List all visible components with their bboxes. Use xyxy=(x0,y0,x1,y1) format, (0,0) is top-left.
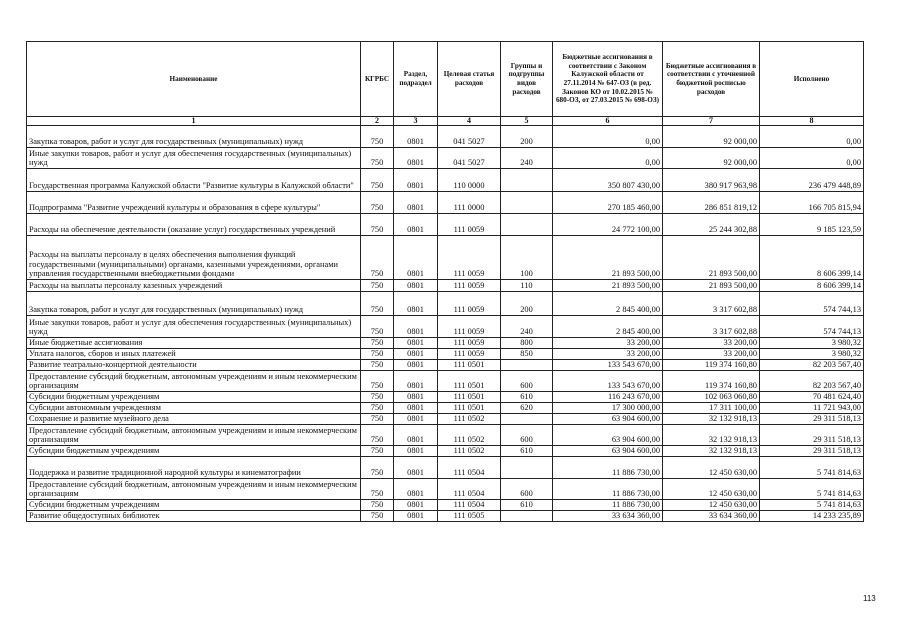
cell-name: Сохранение и развитие музейного дела xyxy=(27,414,361,425)
cell-executed: 29 311 518,13 xyxy=(760,425,864,446)
cell-kgrbs: 750 xyxy=(361,316,394,338)
budget-table xyxy=(26,41,864,522)
cell-refined: 33 200,00 xyxy=(663,338,760,349)
cell-target: 111 0059 xyxy=(438,338,501,349)
header-executed: Исполнено xyxy=(760,42,864,117)
cell-group: 610 xyxy=(501,392,553,403)
cell-executed: 0,00 xyxy=(760,148,864,169)
cell-executed: 8 606 399,14 xyxy=(760,236,864,280)
cell-name: Закупка товаров, работ и услуг для государственных (муниципальных) нужд xyxy=(27,126,361,148)
table-row xyxy=(27,292,864,316)
cell-name: Субсидии бюджетным учреждениям xyxy=(27,392,361,403)
cell-target: 111 0504 xyxy=(438,479,501,500)
cell-law: 63 904 600,00 xyxy=(553,446,663,457)
header-law: Бюджетные ассигнования в соответствии с Законом Калужской области от 27.11.2014 № 647-ОЗ (в ред. Законов КО от 10.02.2015 № 680-ОЗ, от 27.03.2015 № 698-ОЗ) xyxy=(553,42,663,117)
cell-kgrbs: 750 xyxy=(361,414,394,425)
cell-executed: 574 744,13 xyxy=(760,292,864,316)
cell-kgrbs: 750 xyxy=(361,338,394,349)
cell-law: 33 200,00 xyxy=(553,338,663,349)
cell-kgrbs: 750 xyxy=(361,403,394,414)
cell-target: 111 0059 xyxy=(438,316,501,338)
column-number: 2 xyxy=(361,117,394,126)
table-row xyxy=(27,479,864,500)
cell-name: Предоставление субсидий бюджетным, автономным учреждениям и иным некоммерческим организациям xyxy=(27,425,361,446)
cell-kgrbs: 750 xyxy=(361,511,394,522)
cell-kgrbs: 750 xyxy=(361,446,394,457)
column-number: 7 xyxy=(663,117,760,126)
cell-law: 33 634 360,00 xyxy=(553,511,663,522)
cell-kgrbs: 750 xyxy=(361,169,394,192)
table-row xyxy=(27,126,864,148)
cell-section: 0801 xyxy=(394,292,438,316)
cell-law: 0,00 xyxy=(553,126,663,148)
table-row xyxy=(27,338,864,349)
cell-kgrbs: 750 xyxy=(361,280,394,292)
cell-name: Субсидии бюджетным учреждениям xyxy=(27,446,361,457)
cell-section: 0801 xyxy=(394,425,438,446)
cell-name: Иные бюджетные ассигнования xyxy=(27,338,361,349)
cell-target: 111 0059 xyxy=(438,349,501,360)
cell-target: 111 0501 xyxy=(438,371,501,392)
cell-section: 0801 xyxy=(394,446,438,457)
cell-executed: 29 311 518,13 xyxy=(760,446,864,457)
cell-refined: 92 000,00 xyxy=(663,126,760,148)
table-row xyxy=(27,414,864,425)
cell-executed: 5 741 814,63 xyxy=(760,500,864,511)
cell-law: 350 807 430,00 xyxy=(553,169,663,192)
cell-group: 200 xyxy=(501,292,553,316)
cell-refined: 32 132 918,13 xyxy=(663,414,760,425)
cell-name: Государственная программа Калужской области "Развитие культуры в Калужской области" xyxy=(27,169,361,192)
cell-group: 850 xyxy=(501,349,553,360)
cell-group: 600 xyxy=(501,479,553,500)
cell-name: Предоставление субсидий бюджетным, автономным учреждениям и иным некоммерческим организациям xyxy=(27,479,361,500)
cell-executed: 0,00 xyxy=(760,126,864,148)
cell-law: 11 886 730,00 xyxy=(553,500,663,511)
table-row xyxy=(27,236,864,280)
column-number: 1 xyxy=(27,117,361,126)
page-number: 113 xyxy=(863,594,876,603)
cell-target: 111 0059 xyxy=(438,236,501,280)
cell-section: 0801 xyxy=(394,316,438,338)
header-refined: Бюджетные ассигнования в соответствии с уточненной бюджетной росписью расходов xyxy=(663,42,760,117)
cell-executed: 3 980,32 xyxy=(760,349,864,360)
cell-law: 2 845 400,00 xyxy=(553,316,663,338)
table-row xyxy=(27,316,864,338)
cell-group: 800 xyxy=(501,338,553,349)
cell-executed: 574 744,13 xyxy=(760,316,864,338)
cell-section: 0801 xyxy=(394,392,438,403)
cell-name: Расходы на выплаты персоналу в целях обеспечения выполнения функций государственными (муниципальными) органами, казенными учреждениями, органами управления государственными внебюджетными фондами xyxy=(27,236,361,280)
cell-kgrbs: 750 xyxy=(361,457,394,479)
table-row xyxy=(27,148,864,169)
cell-target: 041 5027 xyxy=(438,126,501,148)
column-number: 6 xyxy=(553,117,663,126)
cell-section: 0801 xyxy=(394,349,438,360)
cell-executed: 70 481 624,40 xyxy=(760,392,864,403)
cell-refined: 3 317 602,88 xyxy=(663,316,760,338)
table-row xyxy=(27,280,864,292)
table-row xyxy=(27,446,864,457)
cell-target: 111 0000 xyxy=(438,192,501,214)
cell-name: Поддержка и развитие традиционной народной культуры и кинематографии xyxy=(27,457,361,479)
cell-refined: 25 244 302,88 xyxy=(663,214,760,236)
cell-section: 0801 xyxy=(394,280,438,292)
column-number: 3 xyxy=(394,117,438,126)
cell-target: 111 0502 xyxy=(438,425,501,446)
cell-group: 620 xyxy=(501,403,553,414)
cell-section: 0801 xyxy=(394,457,438,479)
cell-kgrbs: 750 xyxy=(361,371,394,392)
cell-law: 63 904 600,00 xyxy=(553,425,663,446)
cell-target: 111 0059 xyxy=(438,280,501,292)
cell-name: Расходы на обеспечение деятельности (оказание услуг) государственных учреждений xyxy=(27,214,361,236)
cell-refined: 12 450 630,00 xyxy=(663,457,760,479)
cell-name: Расходы на выплаты персоналу казенных учреждений xyxy=(27,280,361,292)
cell-section: 0801 xyxy=(394,511,438,522)
cell-section: 0801 xyxy=(394,169,438,192)
cell-name: Развитие общедоступных библиотек xyxy=(27,511,361,522)
cell-target: 111 0504 xyxy=(438,500,501,511)
cell-law: 63 904 600,00 xyxy=(553,414,663,425)
table-row xyxy=(27,500,864,511)
cell-law: 11 886 730,00 xyxy=(553,479,663,500)
cell-refined: 32 132 918,13 xyxy=(663,425,760,446)
cell-section: 0801 xyxy=(394,192,438,214)
cell-executed: 5 741 814,63 xyxy=(760,479,864,500)
cell-executed: 14 233 235,89 xyxy=(760,511,864,522)
cell-kgrbs: 750 xyxy=(361,349,394,360)
cell-law: 270 185 460,00 xyxy=(553,192,663,214)
cell-group: 200 xyxy=(501,126,553,148)
cell-group xyxy=(501,360,553,371)
cell-refined: 119 374 160,80 xyxy=(663,371,760,392)
cell-kgrbs: 750 xyxy=(361,500,394,511)
cell-target: 111 0501 xyxy=(438,360,501,371)
cell-group xyxy=(501,214,553,236)
cell-section: 0801 xyxy=(394,403,438,414)
cell-target: 111 0501 xyxy=(438,403,501,414)
budget-table-sheet xyxy=(26,41,864,522)
cell-section: 0801 xyxy=(394,500,438,511)
table-row xyxy=(27,349,864,360)
cell-section: 0801 xyxy=(394,214,438,236)
cell-refined: 119 374 160,80 xyxy=(663,360,760,371)
cell-refined: 92 000,00 xyxy=(663,148,760,169)
cell-name: Закупка товаров, работ и услуг для государственных (муниципальных) нужд xyxy=(27,292,361,316)
cell-executed: 82 203 567,40 xyxy=(760,371,864,392)
cell-name: Развитие театрально-концертной деятельности xyxy=(27,360,361,371)
cell-refined: 32 132 918,13 xyxy=(663,446,760,457)
cell-law: 2 845 400,00 xyxy=(553,292,663,316)
cell-refined: 3 317 602,88 xyxy=(663,292,760,316)
cell-name: Подпрограмма "Развитие учреждений культуры и образования в сфере культуры" xyxy=(27,192,361,214)
cell-law: 0,00 xyxy=(553,148,663,169)
table-row xyxy=(27,511,864,522)
column-number: 5 xyxy=(501,117,553,126)
cell-law: 116 243 670,00 xyxy=(553,392,663,403)
cell-group: 600 xyxy=(501,425,553,446)
cell-refined: 33 200,00 xyxy=(663,349,760,360)
cell-group xyxy=(501,511,553,522)
cell-group xyxy=(501,192,553,214)
cell-kgrbs: 750 xyxy=(361,392,394,403)
cell-name: Субсидии автономным учреждениям xyxy=(27,403,361,414)
cell-kgrbs: 750 xyxy=(361,214,394,236)
cell-law: 133 543 670,00 xyxy=(553,371,663,392)
cell-refined: 380 917 963,98 xyxy=(663,169,760,192)
cell-executed: 29 311 518,13 xyxy=(760,414,864,425)
cell-name: Субсидии бюджетным учреждениям xyxy=(27,500,361,511)
cell-section: 0801 xyxy=(394,338,438,349)
table-row xyxy=(27,457,864,479)
cell-section: 0801 xyxy=(394,479,438,500)
cell-group: 110 xyxy=(501,280,553,292)
cell-name: Уплата налогов, сборов и иных платежей xyxy=(27,349,361,360)
cell-refined: 12 450 630,00 xyxy=(663,500,760,511)
header-row xyxy=(27,42,864,117)
cell-group: 240 xyxy=(501,316,553,338)
cell-group: 610 xyxy=(501,500,553,511)
column-number: 8 xyxy=(760,117,864,126)
cell-target: 041 5027 xyxy=(438,148,501,169)
cell-kgrbs: 750 xyxy=(361,360,394,371)
cell-group xyxy=(501,414,553,425)
table-row xyxy=(27,360,864,371)
cell-refined: 21 893 500,00 xyxy=(663,236,760,280)
cell-section: 0801 xyxy=(394,236,438,280)
table-row xyxy=(27,403,864,414)
cell-name: Предоставление субсидий бюджетным, автономным учреждениям и иным некоммерческим организациям xyxy=(27,371,361,392)
header-target: Целевая статья расходов xyxy=(438,42,501,117)
cell-group xyxy=(501,457,553,479)
cell-name: Иные закупки товаров, работ и услуг для обеспечения государственных (муниципальных) нужд xyxy=(27,316,361,338)
cell-target: 111 0502 xyxy=(438,414,501,425)
cell-law: 33 200,00 xyxy=(553,349,663,360)
cell-law: 21 893 500,00 xyxy=(553,236,663,280)
header-groups: Группы и подгруппы видов расходов xyxy=(501,42,553,117)
cell-kgrbs: 750 xyxy=(361,425,394,446)
cell-target: 111 0504 xyxy=(438,457,501,479)
cell-kgrbs: 750 xyxy=(361,192,394,214)
cell-group: 600 xyxy=(501,371,553,392)
cell-name: Иные закупки товаров, работ и услуг для обеспечения государственных (муниципальных) нужд xyxy=(27,148,361,169)
cell-refined: 33 634 360,00 xyxy=(663,511,760,522)
cell-executed: 9 185 123,59 xyxy=(760,214,864,236)
cell-law: 133 543 670,00 xyxy=(553,360,663,371)
cell-refined: 12 450 630,00 xyxy=(663,479,760,500)
header-section: Раздел, подраздел xyxy=(394,42,438,117)
cell-section: 0801 xyxy=(394,148,438,169)
cell-target: 111 0502 xyxy=(438,446,501,457)
cell-section: 0801 xyxy=(394,360,438,371)
cell-group: 100 xyxy=(501,236,553,280)
cell-target: 110 0000 xyxy=(438,169,501,192)
cell-kgrbs: 750 xyxy=(361,126,394,148)
table-row xyxy=(27,371,864,392)
cell-kgrbs: 750 xyxy=(361,236,394,280)
cell-executed: 8 606 399,14 xyxy=(760,280,864,292)
table-row xyxy=(27,392,864,403)
cell-law: 11 886 730,00 xyxy=(553,457,663,479)
cell-law: 21 893 500,00 xyxy=(553,280,663,292)
cell-law: 17 300 000,00 xyxy=(553,403,663,414)
cell-target: 111 0501 xyxy=(438,392,501,403)
cell-group xyxy=(501,169,553,192)
cell-kgrbs: 750 xyxy=(361,479,394,500)
cell-executed: 236 479 448,89 xyxy=(760,169,864,192)
cell-kgrbs: 750 xyxy=(361,292,394,316)
cell-kgrbs: 750 xyxy=(361,148,394,169)
cell-group: 240 xyxy=(501,148,553,169)
cell-section: 0801 xyxy=(394,371,438,392)
table-row xyxy=(27,169,864,192)
table-body xyxy=(27,126,864,522)
table-row xyxy=(27,425,864,446)
table-row xyxy=(27,192,864,214)
cell-target: 111 0059 xyxy=(438,292,501,316)
cell-refined: 21 893 500,00 xyxy=(663,280,760,292)
column-number: 4 xyxy=(438,117,501,126)
cell-executed: 5 741 814,63 xyxy=(760,457,864,479)
header-kgrbs: КГРБС xyxy=(361,42,394,117)
table-row xyxy=(27,214,864,236)
cell-executed: 11 721 943,00 xyxy=(760,403,864,414)
cell-law: 24 772 100,00 xyxy=(553,214,663,236)
cell-target: 111 0059 xyxy=(438,214,501,236)
cell-executed: 82 203 567,40 xyxy=(760,360,864,371)
cell-executed: 166 705 815,94 xyxy=(760,192,864,214)
cell-section: 0801 xyxy=(394,414,438,425)
cell-target: 111 0505 xyxy=(438,511,501,522)
cell-refined: 286 851 819,12 xyxy=(663,192,760,214)
cell-executed: 3 980,32 xyxy=(760,338,864,349)
cell-refined: 102 063 060,80 xyxy=(663,392,760,403)
cell-refined: 17 311 100,00 xyxy=(663,403,760,414)
cell-section: 0801 xyxy=(394,126,438,148)
cell-group: 610 xyxy=(501,446,553,457)
header-name: Наименование xyxy=(27,42,361,117)
column-number-row xyxy=(27,117,864,126)
